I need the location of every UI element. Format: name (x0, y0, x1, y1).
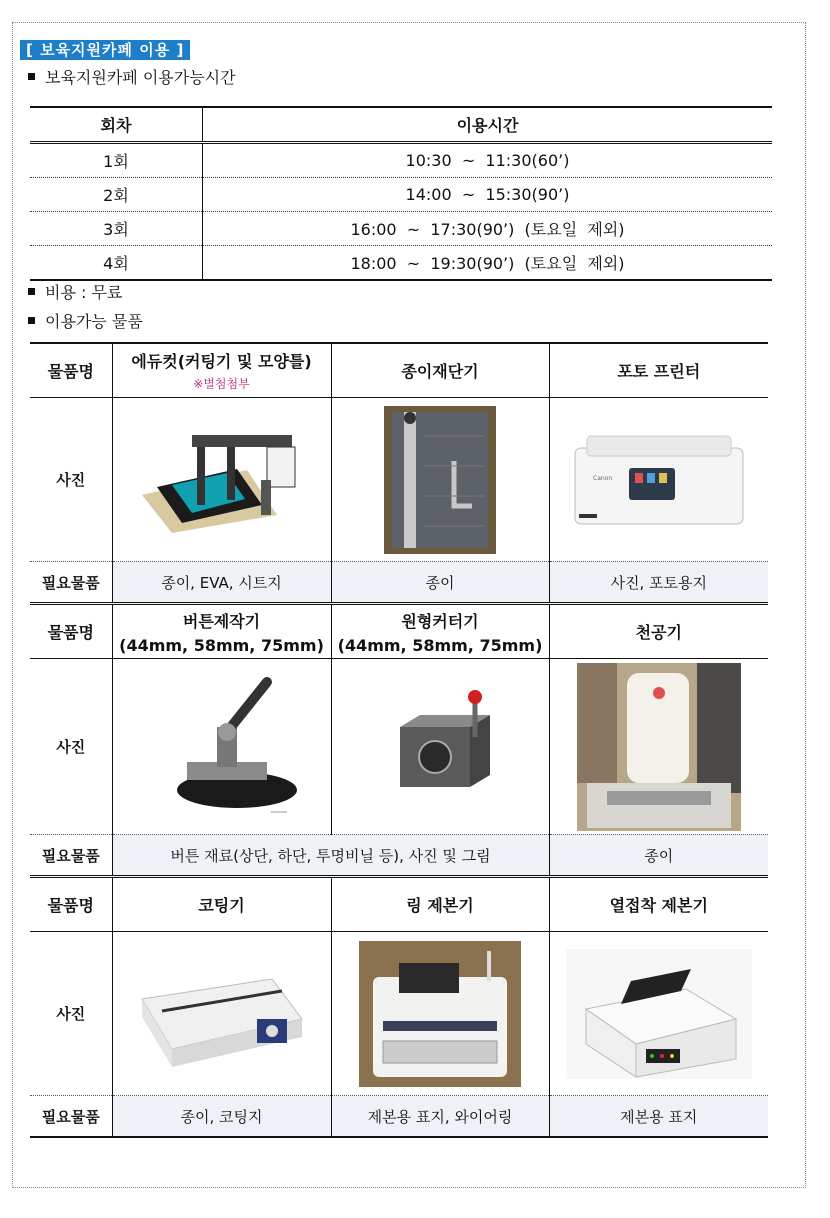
item-name: 포토 프린터 (549, 343, 768, 398)
thermal-binder-icon (566, 949, 752, 1079)
item-name-row (30, 343, 768, 398)
bullet-hours (28, 68, 236, 88)
item-needs: 종이, 코팅지 (112, 1096, 331, 1138)
item-photo-cell (549, 398, 768, 562)
cutting-machine-icon (137, 425, 307, 535)
svg-text:Canon: Canon (592, 474, 612, 482)
schedule-row (30, 178, 772, 212)
item-needs: 제본용 표지, 와이어링 (331, 1096, 549, 1138)
row-label-name: 물품명 (30, 604, 112, 659)
schedule-round: 3회 (30, 212, 203, 246)
row-label-needs: 필요물품 (30, 835, 112, 877)
item-name (112, 604, 331, 659)
item-photo-cell (331, 659, 549, 835)
item-photo-cell (331, 398, 549, 562)
row-label-photo: 사진 (30, 932, 112, 1096)
item-name: 천공기 (549, 604, 768, 659)
puncher-icon (577, 663, 741, 831)
item-name-size: (44mm, 58mm, 75mm) (119, 635, 324, 655)
laminator-icon (132, 959, 312, 1069)
item-name-text: 에듀컷(커팅기 및 모양틀) (131, 352, 312, 371)
bullet-square-icon (28, 317, 35, 324)
item-photo-cell (112, 932, 331, 1096)
row-label-needs: 필요물품 (30, 1096, 112, 1138)
bullet-items-text: 이용가능 물품 (45, 312, 143, 331)
schedule-row (30, 212, 772, 246)
item-needs: 제본용 표지 (549, 1096, 768, 1138)
schedule-row (30, 246, 772, 281)
ring-binder-icon (359, 941, 521, 1087)
item-photo-cell (112, 398, 331, 562)
bullet-items (28, 312, 143, 332)
item-photo-row (30, 932, 768, 1096)
button-maker-icon (147, 672, 297, 822)
item-name (112, 343, 331, 398)
item-photo-row (30, 398, 768, 562)
item-needs: 종이 (331, 562, 549, 604)
item-note: ※별첨첨부 (193, 377, 250, 391)
bullet-square-icon (28, 73, 35, 80)
bullet-hours-text: 보육지원카페 이용가능시간 (45, 68, 236, 87)
schedule-header-time: 이용시간 (203, 107, 773, 143)
schedule-time: 14:00 ~ 15:30(90’) (203, 178, 773, 212)
item-name-size: (44mm, 58mm, 75mm) (337, 635, 543, 655)
items-table (30, 342, 768, 1138)
item-name-row (30, 877, 768, 932)
row-label-name: 물품명 (30, 877, 112, 932)
section-badge: [ 보육지원카페 이용 ] (20, 40, 190, 60)
circle-cutter-icon (380, 687, 500, 807)
schedule-table (30, 106, 772, 281)
schedule-round: 1회 (30, 143, 203, 178)
bullet-square-icon (28, 288, 35, 295)
item-photo-cell (549, 932, 768, 1096)
schedule-time: 10:30 ~ 11:30(60’) (203, 143, 773, 178)
schedule-time: 16:00 ~ 17:30(90’) (토요일 제외) (203, 212, 773, 246)
item-name: 열접착 제본기 (549, 877, 768, 932)
schedule-round: 4회 (30, 246, 203, 281)
item-needs-row (30, 562, 768, 604)
row-label-photo: 사진 (30, 398, 112, 562)
row-label-photo: 사진 (30, 659, 112, 835)
item-name-text: 원형커터기 (401, 611, 479, 631)
item-needs-row (30, 1096, 768, 1138)
item-name: 링 제본기 (331, 877, 549, 932)
item-name: 종이재단기 (331, 343, 549, 398)
item-photo-cell (549, 659, 768, 835)
item-needs: 버튼 재료(상단, 하단, 투명비닐 등), 사진 및 그림 (112, 835, 549, 877)
schedule-time: 18:00 ~ 19:30(90’) (토요일 제외) (203, 246, 773, 281)
item-needs-row (30, 835, 768, 877)
item-photo-row (30, 659, 768, 835)
item-name: 코팅기 (112, 877, 331, 932)
schedule-row (30, 143, 772, 178)
schedule-header-row (30, 107, 772, 143)
item-needs: 종이 (549, 835, 768, 877)
item-name (331, 604, 549, 659)
item-photo-cell (112, 659, 331, 835)
item-needs: 종이, EVA, 시트지 (112, 562, 331, 604)
item-name-text: 버튼제작기 (182, 611, 261, 631)
photo-printer-icon (569, 430, 749, 530)
bullet-fee-text: 비용 : 무료 (45, 283, 123, 302)
row-label-name: 물품명 (30, 343, 112, 398)
schedule-round: 2회 (30, 178, 203, 212)
item-name-row (30, 604, 768, 659)
row-label-needs: 필요물품 (30, 562, 112, 604)
item-needs: 사진, 포토용지 (549, 562, 768, 604)
schedule-header-round: 회차 (30, 107, 203, 143)
bullet-fee (28, 283, 122, 303)
item-photo-cell (331, 932, 549, 1096)
paper-cutter-icon (384, 406, 496, 554)
